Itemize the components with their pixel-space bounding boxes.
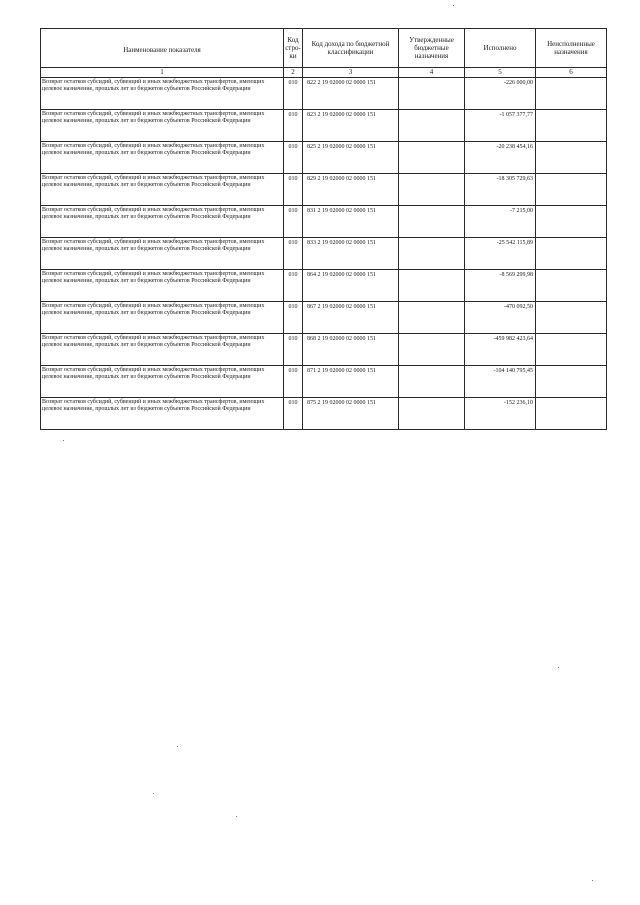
cell-name: Возврат остатков субсидий, субвенций и иных межбюджетных трансфертов, имеющих целевое назначение, прошлых лет из бюджетов субъектов Российской Федерации xyxy=(41,334,284,366)
column-number: 5 xyxy=(465,68,536,78)
cell-line-code: 010 xyxy=(284,238,303,270)
header-income-code: Код дохода по бюджетной классификации xyxy=(303,29,399,68)
cell-income-code: 867 2 19 02000 02 0000 151 xyxy=(303,302,399,334)
cell-approved xyxy=(399,366,465,398)
cell-executed: -25 542 115,89 xyxy=(465,238,536,270)
cell-income-code: 868 2 19 02000 02 0000 151 xyxy=(303,334,399,366)
cell-name: Возврат остатков субсидий, субвенций и иных межбюджетных трансфертов, имеющих целевое назначение, прошлых лет из бюджетов субъектов Российской Федерации xyxy=(41,238,284,270)
cell-executed: -20 238 454,16 xyxy=(465,142,536,174)
cell-unexecuted xyxy=(536,110,607,142)
cell-name: Возврат остатков субсидий, субвенций и иных межбюджетных трансфертов, имеющих целевое назначение, прошлых лет из бюджетов субъектов Российской Федерации xyxy=(41,366,284,398)
cell-unexecuted xyxy=(536,238,607,270)
scan-speck xyxy=(153,793,154,794)
cell-line-code: 010 xyxy=(284,110,303,142)
cell-line-code: 010 xyxy=(284,334,303,366)
table-row xyxy=(41,78,607,110)
cell-name: Возврат остатков субсидий, субвенций и иных межбюджетных трансфертов, имеющих целевое назначение, прошлых лет из бюджетов субъектов Российской Федерации xyxy=(41,398,284,430)
scan-speck xyxy=(63,440,64,441)
column-number: 2 xyxy=(284,68,303,78)
table-body xyxy=(41,78,607,430)
cell-income-code: 823 2 19 02000 02 0000 151 xyxy=(303,110,399,142)
header-unexecuted: Неисполненные назначения xyxy=(536,29,607,68)
header-executed: Исполнено xyxy=(465,29,536,68)
header-line-code: Код стро-ки xyxy=(284,29,303,68)
column-number: 1 xyxy=(41,68,284,78)
column-number: 4 xyxy=(399,68,465,78)
cell-line-code: 010 xyxy=(284,270,303,302)
budget-execution-table xyxy=(40,28,607,430)
cell-executed: -8 569 299,98 xyxy=(465,270,536,302)
cell-unexecuted xyxy=(536,174,607,206)
cell-line-code: 010 xyxy=(284,398,303,430)
cell-unexecuted xyxy=(536,302,607,334)
column-number-row xyxy=(41,68,607,78)
cell-unexecuted xyxy=(536,366,607,398)
cell-executed: -1 057 377,77 xyxy=(465,110,536,142)
table-row xyxy=(41,238,607,270)
cell-approved xyxy=(399,174,465,206)
cell-name: Возврат остатков субсидий, субвенций и иных межбюджетных трансфертов, имеющих целевое назначение, прошлых лет из бюджетов субъектов Российской Федерации xyxy=(41,110,284,142)
cell-approved xyxy=(399,270,465,302)
cell-unexecuted xyxy=(536,78,607,110)
header-row xyxy=(41,29,607,68)
cell-income-code: 833 2 19 02000 02 0000 151 xyxy=(303,238,399,270)
table-row xyxy=(41,142,607,174)
header-approved: Утвержденные бюджетные назначения xyxy=(399,29,465,68)
cell-approved xyxy=(399,142,465,174)
cell-approved xyxy=(399,206,465,238)
cell-income-code: 831 2 19 02000 02 0000 151 xyxy=(303,206,399,238)
cell-income-code: 822 2 19 02000 02 0000 151 xyxy=(303,78,399,110)
cell-approved xyxy=(399,334,465,366)
table-row xyxy=(41,174,607,206)
cell-line-code: 010 xyxy=(284,206,303,238)
cell-approved xyxy=(399,238,465,270)
cell-executed: -226 000,00 xyxy=(465,78,536,110)
table-row xyxy=(41,366,607,398)
cell-income-code: 875 2 19 02000 02 0000 151 xyxy=(303,398,399,430)
table-row xyxy=(41,302,607,334)
cell-unexecuted xyxy=(536,334,607,366)
cell-executed: -470 092,50 xyxy=(465,302,536,334)
table-row xyxy=(41,110,607,142)
cell-executed: -459 982 423,64 xyxy=(465,334,536,366)
cell-unexecuted xyxy=(536,142,607,174)
cell-approved xyxy=(399,78,465,110)
cell-executed: -152 236,10 xyxy=(465,398,536,430)
header-name: Наименование показателя xyxy=(41,29,284,68)
table-row xyxy=(41,334,607,366)
cell-line-code: 010 xyxy=(284,78,303,110)
table-row xyxy=(41,398,607,430)
cell-executed: -18 305 729,63 xyxy=(465,174,536,206)
cell-income-code: 871 2 19 02000 02 0000 151 xyxy=(303,366,399,398)
scan-speck xyxy=(558,667,559,668)
cell-unexecuted xyxy=(536,270,607,302)
cell-name: Возврат остатков субсидий, субвенций и иных межбюджетных трансфертов, имеющих целевое назначение, прошлых лет из бюджетов субъектов Российской Федерации xyxy=(41,78,284,110)
cell-name: Возврат остатков субсидий, субвенций и иных межбюджетных трансфертов, имеющих целевое назначение, прошлых лет из бюджетов субъектов Российской Федерации xyxy=(41,206,284,238)
cell-line-code: 010 xyxy=(284,366,303,398)
cell-income-code: 829 2 19 02000 02 0000 151 xyxy=(303,174,399,206)
cell-executed: -7 215,00 xyxy=(465,206,536,238)
column-number: 3 xyxy=(303,68,399,78)
table-header xyxy=(41,29,607,78)
cell-unexecuted xyxy=(536,206,607,238)
table-row xyxy=(41,270,607,302)
cell-approved xyxy=(399,110,465,142)
cell-approved xyxy=(399,302,465,334)
column-number: 6 xyxy=(536,68,607,78)
cell-approved xyxy=(399,398,465,430)
cell-name: Возврат остатков субсидий, субвенций и иных межбюджетных трансфертов, имеющих целевое назначение, прошлых лет из бюджетов субъектов Российской Федерации xyxy=(41,174,284,206)
scan-speck xyxy=(592,880,593,881)
scan-speck xyxy=(236,816,237,817)
cell-line-code: 010 xyxy=(284,174,303,206)
cell-executed: -104 140 795,45 xyxy=(465,366,536,398)
table-row xyxy=(41,206,607,238)
cell-unexecuted xyxy=(536,398,607,430)
cell-income-code: 825 2 19 02000 02 0000 151 xyxy=(303,142,399,174)
scan-speck xyxy=(177,746,178,747)
cell-income-code: 864 2 19 02000 02 0000 151 xyxy=(303,270,399,302)
cell-name: Возврат остатков субсидий, субвенций и иных межбюджетных трансфертов, имеющих целевое назначение, прошлых лет из бюджетов субъектов Российской Федерации xyxy=(41,142,284,174)
cell-line-code: 010 xyxy=(284,142,303,174)
cell-name: Возврат остатков субсидий, субвенций и иных межбюджетных трансфертов, имеющих целевое назначение, прошлых лет из бюджетов субъектов Российской Федерации xyxy=(41,270,284,302)
scan-speck xyxy=(453,5,454,6)
cell-name: Возврат остатков субсидий, субвенций и иных межбюджетных трансфертов, имеющих целевое назначение, прошлых лет из бюджетов субъектов Российской Федерации xyxy=(41,302,284,334)
cell-line-code: 010 xyxy=(284,302,303,334)
